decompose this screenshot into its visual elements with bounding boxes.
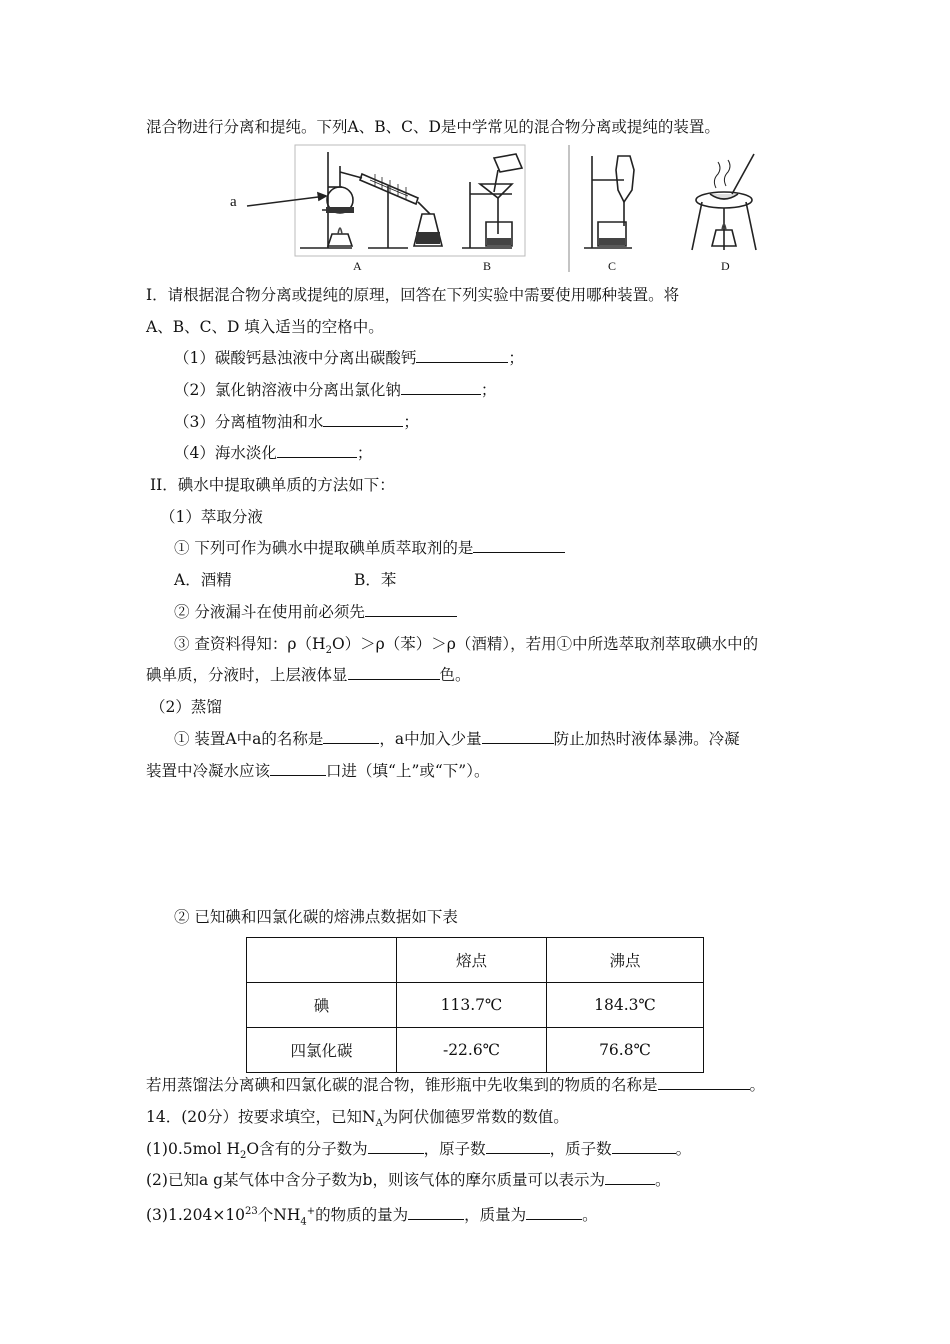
q14-heading: 14．(20分）按要求填空，已知$N_A$为阿伏伽德罗常数的数值。	[146, 1108, 569, 1130]
label-apparatus-d: D	[721, 259, 730, 273]
answer-blank-antibump[interactable]	[482, 728, 554, 744]
part1-q4: （4）海水淡化 ；	[174, 444, 373, 462]
answer-blank-molar-mass[interactable]	[605, 1169, 655, 1185]
label-apparatus-c: C	[608, 259, 617, 273]
distillation-q3: 若用蒸馏法分离碘和四氯化碳的混合物，锥形瓶中先收集到的物质的名称是 。	[146, 1076, 766, 1094]
answer-blank-water-inlet[interactable]	[270, 760, 326, 776]
table-header-row	[247, 938, 704, 983]
label-a-pointer: a	[230, 194, 237, 210]
answer-blank-protons[interactable]	[612, 1138, 676, 1154]
part1-heading-1: I．请根据混合物分离或提纯的原理，回答在下列实验中需要使用哪种装置。将	[146, 286, 680, 304]
section-extraction: （1）萃取分液	[160, 508, 263, 526]
answer-blank-first-collected[interactable]	[658, 1074, 750, 1090]
table-row	[247, 1028, 704, 1073]
table-cell: -22.6℃	[397, 1028, 547, 1073]
section-distillation: （2）蒸馏	[150, 698, 222, 716]
answer-blank-amount[interactable]	[408, 1204, 464, 1220]
answer-blank-color[interactable]	[348, 664, 440, 680]
answer-blank-extractant[interactable]	[473, 537, 565, 553]
q14-part2: (2)已知a g某气体中含分子数为b，则该气体的摩尔质量可以表示为 。	[146, 1171, 671, 1189]
label-apparatus-a: A	[353, 259, 362, 273]
part1-q3: （3）分离植物油和水 ；	[174, 413, 419, 431]
distillation-q1-line1: ① 装置A中a的名称是 ，a中加入少量 防止加热时液体暴沸。冷凝	[174, 730, 740, 748]
distillation-q2: ② 已知碘和四氯化碳的熔沸点数据如下表	[174, 908, 458, 926]
extraction-q3-line2: 碘单质，分液时，上层液体显 色。	[146, 666, 471, 684]
answer-blank-q1[interactable]	[416, 347, 508, 363]
table-cell: 76.8℃	[547, 1028, 704, 1073]
table-row	[247, 983, 704, 1028]
answer-blank-atoms[interactable]	[486, 1138, 550, 1154]
q14-part1: (1)0.5mol $H_2O$含有的分子数为 ，原子数 ，质子数 。	[146, 1140, 692, 1162]
answer-blank-q3[interactable]	[323, 411, 403, 427]
part1-q1: （1）碳酸钙悬浊液中分离出碳酸钙 ；	[174, 349, 524, 367]
answer-blank-q4[interactable]	[277, 442, 357, 458]
option-a: A．酒精	[174, 571, 232, 589]
table-header-cell: 熔点	[397, 938, 547, 983]
answer-blank-q2[interactable]	[401, 379, 481, 395]
melting-boiling-table	[246, 937, 704, 1073]
arrow-to-a	[247, 196, 326, 206]
apparatus-figure	[222, 142, 782, 278]
part1-heading-2: A、B、C、D 填入适当的空格中。	[146, 318, 384, 336]
answer-blank-funnel[interactable]	[365, 601, 457, 617]
apparatus-c-separatory-funnel	[584, 156, 634, 248]
part1-q2: （2）氯化钠溶液中分离出氯化钠 ；	[174, 381, 497, 399]
answer-blank-molecules[interactable]	[368, 1138, 424, 1154]
apparatus-a-distillation	[300, 152, 442, 248]
distillation-q1-line2: 装置中冷凝水应该 口进（填“上”或“下”）。	[146, 762, 490, 780]
part2-heading: II．碘水中提取碘单质的方法如下：	[150, 476, 395, 494]
apparatus-b-filtration	[462, 154, 522, 248]
table-header-cell: 沸点	[547, 938, 704, 983]
label-apparatus-b: B	[483, 259, 492, 273]
table-cell: 碘	[247, 983, 397, 1028]
answer-blank-mass[interactable]	[526, 1204, 582, 1220]
table-header-cell	[247, 938, 397, 983]
q14-part3: $(3)1.204\times 10^{23}$个$NH_4^+$的物质的量为 ，质量为 。	[146, 1206, 598, 1228]
extraction-q3-line1: ③ 查资料得知：$\rho(H_2O)>\rho$（苯）＞ρ（酒精），若用①中所选萃取剂萃取碘水中的	[174, 635, 759, 657]
answer-blank-a-name[interactable]	[323, 728, 379, 744]
table-cell: 184.3℃	[547, 983, 704, 1028]
intro-text: 混合物进行分离和提纯。下列A、B、C、D是中学常见的混合物分离或提纯的装置。	[146, 118, 720, 136]
table-cell: 113.7℃	[397, 983, 547, 1028]
extraction-q2: ② 分液漏斗在使用前必须先	[174, 601, 457, 623]
extraction-q1: ① 下列可作为碘水中提取碘单质萃取剂的是	[174, 537, 565, 559]
apparatus-d-evaporation	[692, 154, 756, 250]
table-cell: 四氯化碳	[247, 1028, 397, 1073]
option-b: B．苯	[354, 571, 397, 589]
